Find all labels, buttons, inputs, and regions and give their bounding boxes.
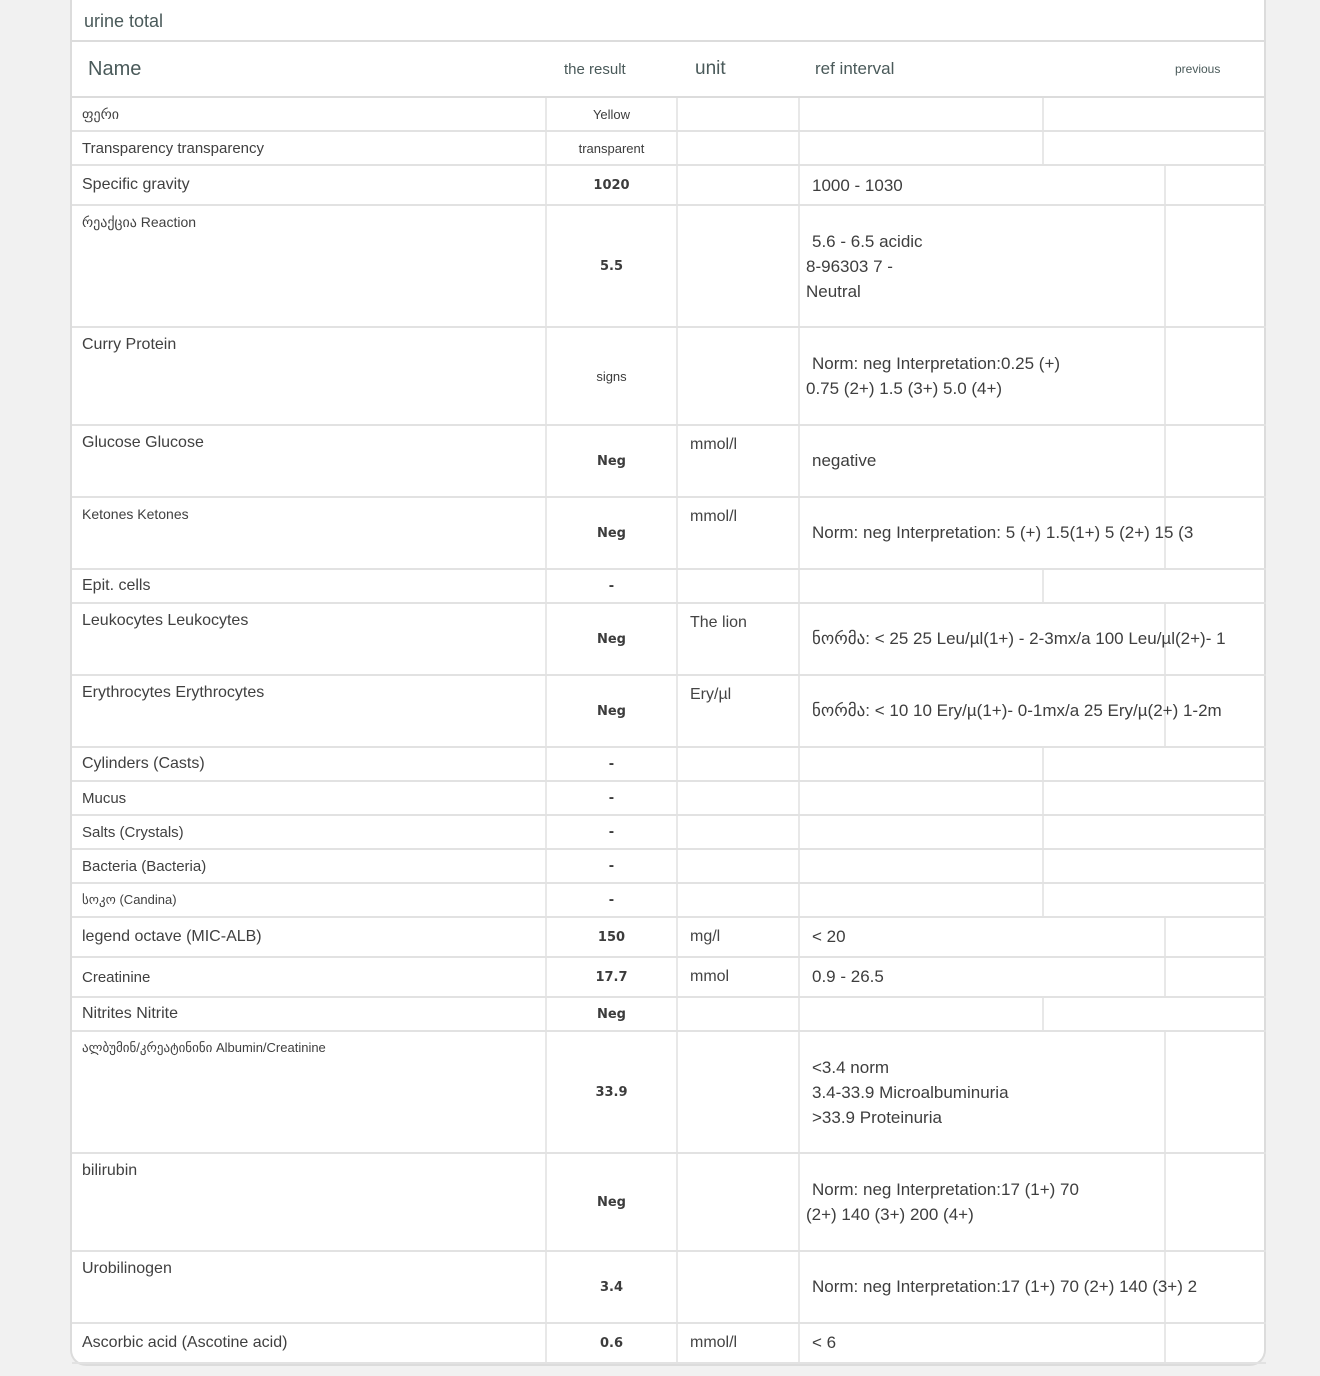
row-previous [1165,165,1266,205]
table-row [72,97,1266,131]
row-ref-interval [799,97,1043,131]
row-unit [677,815,799,849]
row-ref-interval [799,781,1043,815]
table-row [72,497,1266,569]
row-name: Curry Protein [72,327,546,425]
row-unit [677,569,799,603]
table-row [72,1251,1266,1323]
row-name: Cylinders (Casts) [72,747,546,781]
row-result: 5.5 [546,205,677,327]
table-row [72,675,1266,747]
ref-line: 0.75 (2+) 1.5 (3+) 5.0 (4+) [806,379,1003,398]
row-unit [677,205,799,327]
row-ref-interval [799,1323,1165,1363]
row-ref-extra [1043,747,1266,781]
row-result: - [546,849,677,883]
row-previous [1165,1153,1266,1251]
ref-line: (2+) 140 (3+) 200 (4+) [806,1205,974,1224]
row-ref-interval [799,497,1194,569]
row-unit [677,131,799,165]
row-unit: The lion [677,603,799,675]
column-header-result: the result [546,42,677,97]
column-header-ref-interval: ref interval [799,42,1165,97]
ref-line: <3.4 norm [812,1057,890,1077]
table-row [72,569,1266,603]
ref-line: Norm: neg Interpretation:17 (1+) 70 (2+) 140 (3+) 2 [812,1277,1198,1296]
table-row [72,957,1266,997]
row-name: Nitrites Nitrite [72,997,546,1031]
row-name: Salts (Crystals) [72,815,546,849]
table-row [72,747,1266,781]
row-ref-interval [799,205,1165,327]
row-unit [677,883,799,917]
row-unit: mmol/l [677,1323,799,1363]
row-unit: mmol/l [677,497,799,569]
row-unit [677,1251,799,1323]
row-result: Neg [546,675,677,747]
row-unit [677,1031,799,1153]
row-result: Neg [546,1153,677,1251]
row-ref-interval [799,849,1043,883]
row-result: - [546,747,677,781]
row-name: ფერი [72,97,546,131]
row-name: Specific gravity [72,165,546,205]
row-unit [677,1153,799,1251]
row-previous [1165,327,1266,425]
row-ref-interval [799,815,1043,849]
row-ref-interval [799,747,1043,781]
column-header-previous: previous [1165,42,1266,97]
row-result: signs [546,327,677,425]
ref-line: 5.6 - 6.5 acidic [812,231,923,251]
row-result: - [546,883,677,917]
row-ref-interval [799,675,1222,747]
row-name: Transparency transparency [72,131,546,165]
row-ref-interval [799,425,1165,497]
table-row [72,883,1266,917]
row-ref-extra [1043,97,1266,131]
row-result: 150 [546,917,677,957]
table-row [72,165,1266,205]
row-name: legend octave (MIC-ALB) [72,917,546,957]
row-ref-interval [799,1153,1165,1251]
row-name: სოკო (Candina) [72,883,546,917]
row-ref-interval [799,603,1226,675]
row-name: Urobilinogen [72,1251,546,1323]
ref-line: >33.9 Proteinuria [812,1107,942,1127]
table-row [72,205,1266,327]
row-result: 3.4 [546,1251,677,1323]
ref-line: 8-96303 7 - [806,256,893,276]
ref-line: ნორმა: < 25 25 Leu/µl(1+) - 2-3mx/a 100 Leu/µl(2+)- 1 [812,629,1226,648]
row-name: Mucus [72,781,546,815]
row-result: Neg [546,603,677,675]
row-ref-interval [799,131,1043,165]
ref-line: Neutral [806,281,861,301]
table-row [72,849,1266,883]
row-unit: Ery/µl [677,675,799,747]
row-previous [1165,425,1266,497]
row-ref-interval [799,569,1043,603]
row-name: Bacteria (Bacteria) [72,849,546,883]
row-unit: mg/l [677,917,799,957]
row-unit: mmol [677,957,799,997]
row-unit [677,781,799,815]
row-name: Glucose Glucose [72,425,546,497]
row-unit [677,327,799,425]
row-unit [677,997,799,1031]
row-name: bilirubin [72,1153,546,1251]
row-result: 1020 [546,165,677,205]
table-row [72,1153,1266,1251]
row-ref-extra [1043,997,1266,1031]
results-table [72,42,1266,1364]
row-result: Yellow [546,97,677,131]
row-ref-interval [799,1251,1198,1323]
ref-line: Norm: neg Interpretation:0.25 (+) [812,354,1061,373]
row-ref-interval [799,883,1043,917]
row-ref-extra [1043,815,1266,849]
row-previous [1165,205,1266,327]
column-header-name: Name [72,42,546,97]
row-previous [1165,1323,1266,1363]
table-row [72,917,1266,957]
row-result: - [546,781,677,815]
row-unit [677,849,799,883]
table-row [72,603,1266,675]
table-row [72,1323,1266,1363]
ref-line: ნორმა: < 10 10 Ery/µ(1+)- 0-1mx/a 25 Ery/µ(2+) 1-2m [812,701,1222,720]
table-row [72,1031,1266,1153]
row-name: Ketones Ketones [72,497,546,569]
row-previous [1165,1031,1266,1153]
row-result: Neg [546,497,677,569]
row-ref-interval [799,165,1165,205]
column-header-unit: unit [677,42,799,97]
header-row [72,42,1266,97]
row-ref-interval [799,917,1165,957]
row-result: Neg [546,997,677,1031]
ref-line: 3.4-33.9 Microalbuminuria [812,1082,1009,1102]
row-unit: mmol/l [677,425,799,497]
table-row [72,327,1266,425]
urine-total-panel [70,0,1266,1366]
row-ref-interval [799,957,1165,997]
ref-line: Norm: neg Interpretation:17 (1+) 70 [812,1180,1079,1199]
row-name: Erythrocytes Erythrocytes [72,675,546,747]
row-result: - [546,815,677,849]
ref-line: < 20 [812,927,846,946]
row-ref-extra [1043,849,1266,883]
row-ref-interval [799,1031,1165,1153]
row-ref-interval [799,997,1043,1031]
table-row [72,425,1266,497]
panel-title: urine total [72,0,1264,42]
row-name: Creatinine [72,957,546,997]
ref-line: Norm: neg Interpretation: 5 (+) 1.5(1+) 5 (2+) 15 (3 [812,523,1194,542]
row-result: 33.9 [546,1031,677,1153]
row-name: Epit. cells [72,569,546,603]
row-result: 17.7 [546,957,677,997]
table-row [72,781,1266,815]
row-result: - [546,569,677,603]
row-previous [1165,917,1266,957]
row-previous [1165,957,1266,997]
row-ref-extra [1043,883,1266,917]
row-ref-extra [1043,569,1266,603]
row-unit [677,165,799,205]
row-result: Neg [546,425,677,497]
ref-line: 1000 - 1030 [812,175,903,195]
table-row [72,815,1266,849]
row-ref-interval [799,327,1165,425]
ref-line: negative [812,451,877,470]
row-name: Ascorbic acid (Ascotine acid) [72,1323,546,1363]
table-row [72,997,1266,1031]
row-name: რეაქცია Reaction [72,205,546,327]
row-ref-extra [1043,781,1266,815]
ref-line: < 6 [812,1333,837,1352]
row-unit [677,747,799,781]
ref-line: 0.9 - 26.5 [812,967,884,986]
row-ref-extra [1043,131,1266,165]
row-result: 0.6 [546,1323,677,1363]
row-result: transparent [546,131,677,165]
row-unit [677,97,799,131]
table-row [72,131,1266,165]
row-name: ალბუმინ/კრეატინინი Albumin/Creatinine [72,1031,546,1153]
row-name: Leukocytes Leukocytes [72,603,546,675]
